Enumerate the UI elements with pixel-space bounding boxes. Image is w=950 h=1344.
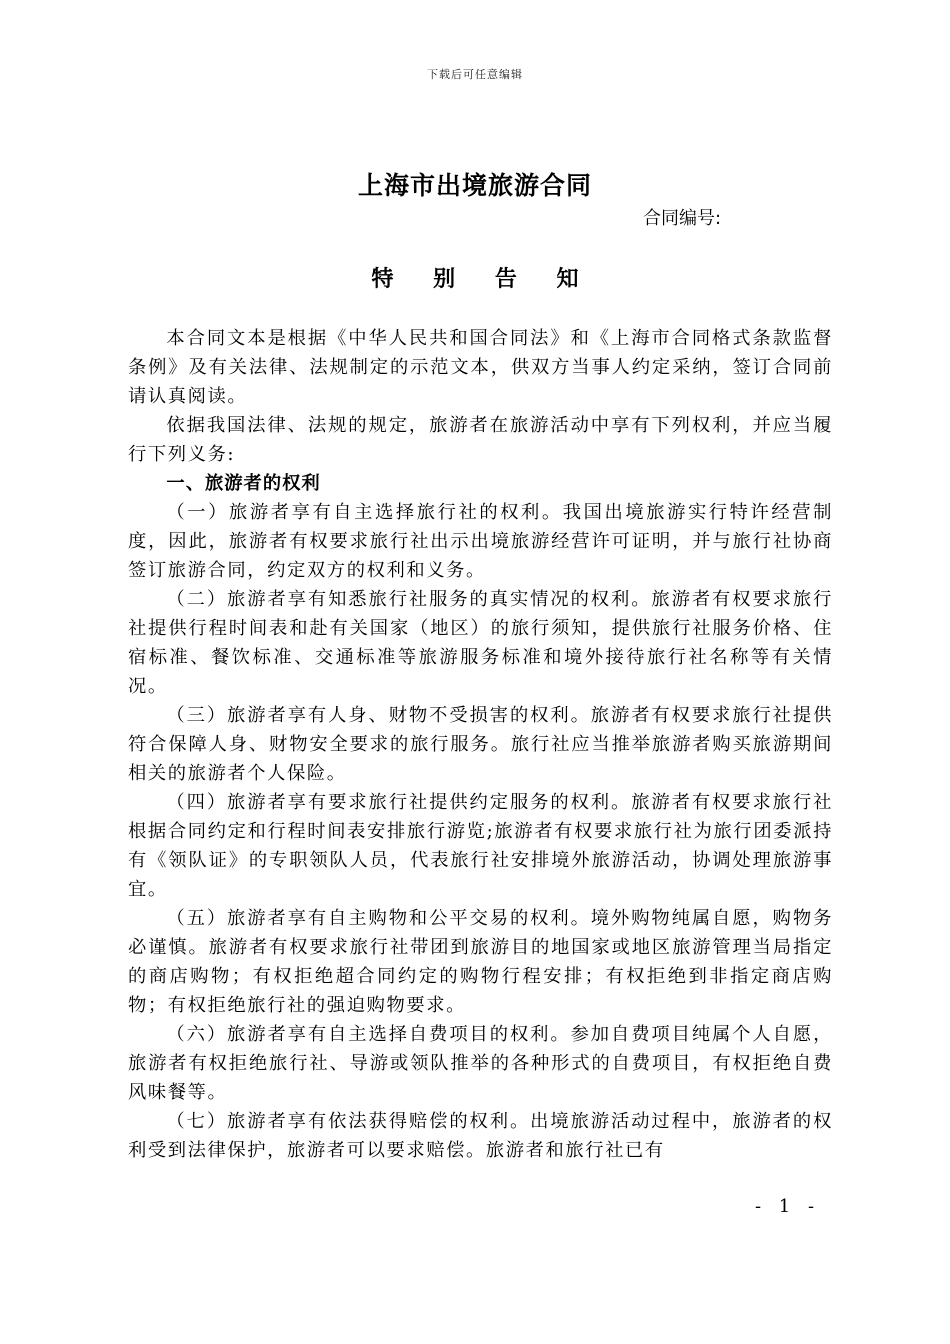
paragraph-right-6: （六）旅游者享有自主选择自费项目的权利。参加自费项目纯属个人自愿，旅游者有权拒绝旅行社、导游或领队推举的各种形式的自费项目，有权拒绝自费风味餐等。: [128, 1024, 833, 1103]
body-text: [128, 324, 833, 1165]
paragraph-right-3: （三）旅游者享有人身、财物不受损害的权利。旅游者有权要求旅行社提供符合保障人身、财物安全要求的旅行服务。旅行社应当推举旅游者购买旅游期间相关的旅游者个人保险。: [128, 705, 833, 784]
paragraph-rights-obligations: 依据我国法律、法规的规定，旅游者在旅游活动中享有下列权利，并应当履行下列义务:: [128, 415, 833, 465]
paragraph-right-5: （五）旅游者享有自主购物和公平交易的权利。境外购物纯属自愿，购物务必谨慎。旅游者有权要求旅行社带团到旅游目的地国家或地区旅游管理当局指定的商店购物；有权拒绝超合同约定的购物行程安排；有权拒绝到非指定商店购物；有权拒绝旅行社的强迫购物要求。: [128, 908, 833, 1016]
notice-title: 特 别 告 知: [371, 267, 595, 292]
paragraph-right-4: （四）旅游者享有要求旅行社提供约定服务的权利。旅游者有权要求旅行社根据合同约定和行程时间表安排旅行游览;旅游者有权要求旅行社为旅行团委派持有《领队证》的专职领队人员，代表旅行社安排境外旅游活动，协调处理旅游事宜。: [128, 792, 833, 900]
paragraph-intro: 本合同文本是根据《中华人民共和国合同法》和《上海市合同格式条款监督条例》及有关法律、法规制定的示范文本，供双方当事人约定采纳，签订合同前请认真阅读。: [128, 328, 833, 407]
paragraph-right-7: （七）旅游者享有依法获得赔偿的权利。出境旅游活动过程中，旅游者的权利受到法律保护，旅游者可以要求赔偿。旅游者和旅行社已有: [128, 1111, 833, 1161]
document-title: 上海市出境旅游合同: [357, 171, 592, 200]
paragraph-right-2: （二）旅游者享有知悉旅行社服务的真实情况的权利。旅游者有权要求旅行社提供行程时间表和赴有关国家（地区）的旅行须知，提供旅行社服务价格、住宿标准、餐饮标准、交通标准等旅游服务标准和境外接待旅行社名称等有关情况。: [128, 589, 833, 697]
page-number: - 1 -: [755, 1196, 821, 1217]
section-heading-rights: 一、旅游者的权利: [166, 473, 321, 494]
header-note: 下载后可任意编辑: [427, 68, 523, 81]
contract-number-label: 合同编号:: [643, 208, 722, 229]
paragraph-right-1: （一）旅游者享有自主选择旅行社的权利。我国出境旅游实行特许经营制度，因此，旅游者有权要求旅行社出示出境旅游经营许可证明，并与旅行社协商签订旅游合同，约定双方的权利和义务。: [128, 502, 833, 581]
